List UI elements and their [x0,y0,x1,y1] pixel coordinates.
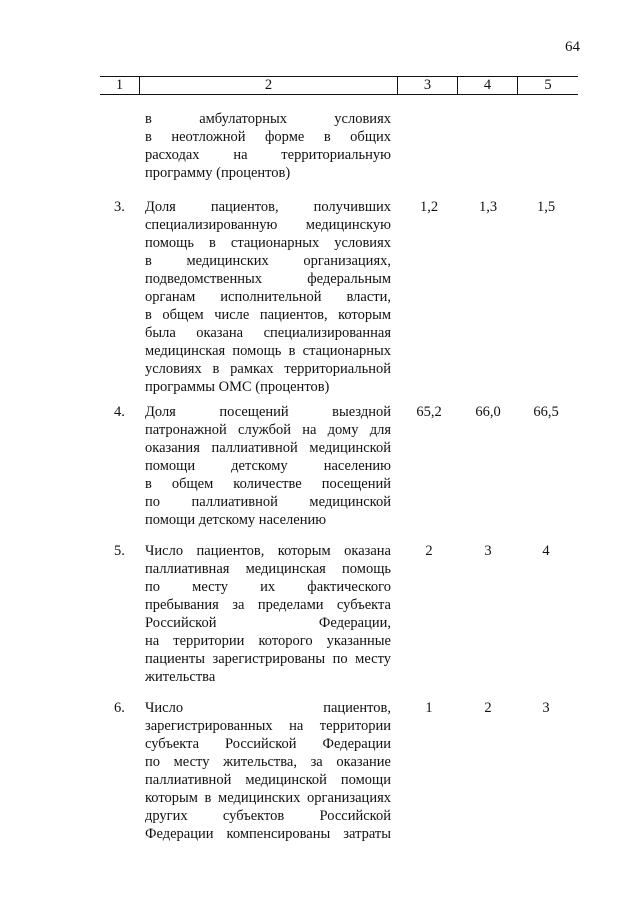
table-header [100,76,578,95]
description-line: Доля пациентов, получивших [145,199,391,215]
row-number: 5. [114,543,125,559]
description-line: специализированную медицинскую [145,217,391,233]
description-line: в общем числе пациентов, которым [145,307,391,323]
value-col-5: 3 [542,700,550,716]
description-line: по месту их фактического [145,579,391,595]
header-col-3: 3 [398,77,458,94]
description-line: программу (процентов) [145,165,291,181]
header-col-4: 4 [458,77,518,94]
value-col-3: 65,2 [416,404,442,420]
description-line: жительства [145,669,216,685]
value-col-3: 1,2 [419,199,439,215]
description-line: Число пациентов, которым оказана [145,543,391,559]
description-line: помощи детскому населению [145,512,327,528]
description-line: оказания паллиативной медицинской [145,440,391,456]
description-line: помощи детскому населению [145,458,391,474]
description-line: Доля посещений выездной [145,404,391,420]
description-line: по паллиативной медицинской [145,494,391,510]
row-description [145,542,391,686]
description-line: паллиативная медицинская помощь [145,561,391,577]
value-col-5: 1,5 [536,199,556,215]
row-description [145,110,391,182]
value-col-5: 4 [542,543,550,559]
row-description [145,403,391,529]
description-line: программы ОМС (процентов) [145,379,330,395]
description-line: в неотложной форме в общих [145,129,391,145]
row-number: 6. [114,700,125,716]
description-line: Российской Федерации, [145,615,391,631]
description-line: патронажной службой на дому для [145,422,391,438]
description-line: помощь в стационарных условиях [145,235,391,251]
description-line: Число пациентов, [145,700,391,716]
description-line: медицинская помощь в стационарных [145,343,391,359]
description-line: органам исполнительной власти, [145,289,391,305]
value-col-3: 2 [425,543,433,559]
row-description [145,699,391,843]
value-col-4: 2 [484,700,492,716]
page-number: 64 [565,39,580,55]
description-line: условиях в рамках территориальной [145,361,391,377]
header-col-1: 1 [100,77,140,94]
description-line: подведомственных федеральным [145,271,391,287]
value-col-4: 1,3 [478,199,498,215]
description-line: субъекта Российской Федерации [145,736,391,752]
value-col-4: 3 [484,543,492,559]
value-col-3: 1 [425,700,433,716]
row-number: 4. [114,404,125,420]
description-line: расходах на территориальную [145,147,391,163]
description-line: в медицинских организациях, [145,253,391,269]
description-line: была оказана специализированная [145,325,391,341]
description-line: в амбулаторных условиях [145,111,391,127]
value-col-5: 66,5 [533,404,559,420]
description-line: других субъектов Российской [145,808,391,824]
description-line: которым в медицинских организациях [145,790,391,806]
description-line: на территории которого указанные [145,633,391,649]
description-line: Федерации компенсированы затраты [145,826,391,842]
description-line: пребывания за пределами субъекта [145,597,391,613]
row-description [145,198,391,396]
header-col-5: 5 [544,77,552,93]
description-line: по месту жительства, за оказание [145,754,391,770]
description-line: паллиативной медицинской помощи [145,772,391,788]
value-col-4: 66,0 [475,404,501,420]
description-line: пациенты зарегистрированы по месту [145,651,391,667]
description-line: в общем количестве посещений [145,476,391,492]
row-number: 3. [114,199,125,215]
description-line: зарегистрированных на территории [145,718,391,734]
header-col-2: 2 [140,77,398,94]
